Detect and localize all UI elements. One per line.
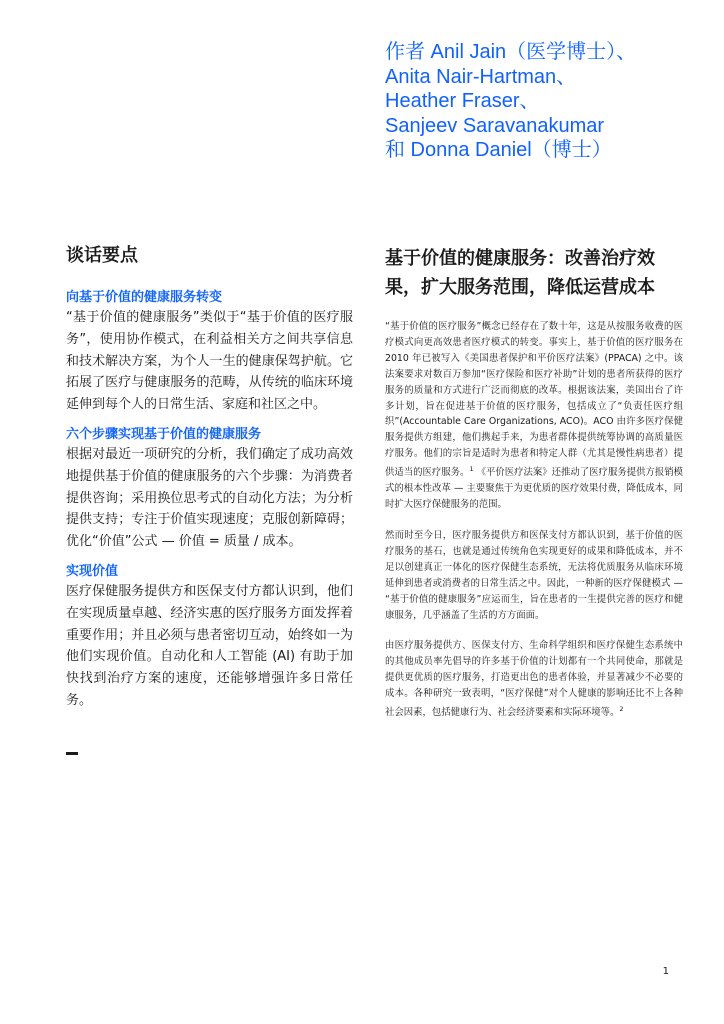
section-heading: 实现价值 — [66, 563, 119, 579]
section-body: “基于价值的健康服务”类似于“基于价值的医疗服务”，使用协作模式，在利益相关方之间共享信息和技术解决方案，为个人一生的健康保驾护航。它拓展了医疗与健康服务的范畴，从传统的临床环境延伸到每个人的日常生活、家庭和社区之中。 — [66, 310, 353, 413]
paragraph-text: 然而时至今日，医疗服务提供方和医保支付方都认识到，基于价值的医疗服务的基石，也就是通过传统角色实现更好的成果和降低成本，并不足以创建真正一体化的医疗保健生态系统，无法将优质服务从临床环境延伸到患者或消费者的日常生活之中。因此，一种新的医疗保健模式 — “基于价值的健康服务”应运而生，旨在患者的一生提供完善的医疗和健康服务，几乎涵盖了生活的方方面面。 — [385, 530, 683, 621]
article-title: 基于价值的健康服务：改善治疗效果，扩大服务范围，降低运营成本 — [385, 248, 655, 298]
section-heading: 向基于价值的健康服务转变 — [66, 290, 223, 305]
author-line: 和 Donna Daniel（博士） — [385, 139, 612, 161]
section-end-dash — [66, 752, 78, 755]
section-body: 根据对最近一项研究的分析，我们确定了成功高效地提供基于价值的健康服务的六个步骤：为消费者提供咨询；采用换位思考式的自动化方法；为分析提供支持；专注于价值实现速度；克服创新障碍；优化“价值”公式 — 价值 = 质量 / 成本。 — [66, 446, 353, 550]
paragraph-text: 《平价医疗法案》还推动了医疗服务提供方报销模式的根本性改革 — 主要聚焦于为更优质的医疗效果付费，降低成本，同时扩大医疗保健服务的范围。 — [385, 467, 683, 511]
paragraph-text: 由医疗服务提供方、医保支付方、生命科学组织和医疗保健生态系统中的其他成员率先倡导的许多基于价值的计划都有一个共同使命，那就是提供更优质的医疗服务，打造更出色的患者体验，并显著减少不必要的成本。各种研究一致表明，“医疗保健”对个人健康的影响还比不上各种社会因素，包括健康行为、社会经济要素和实际环境等。 — [385, 640, 683, 719]
author-line: Heather Fraser、 — [385, 90, 540, 112]
author-list — [385, 40, 705, 163]
page-number: 1 — [662, 966, 669, 977]
section-body: 医疗保健服务提供方和医保支付方都认识到，他们在实现质量卓越、经济实惠的医疗服务方面发挥着重要作用；并且必须与患者密切互动，始终如一为他们实现价值。自动化和人工智能 (AI) 有助于加快找到治疗方案的速度，还能够增强许多日常任务。 — [66, 583, 353, 708]
article-paragraph — [385, 528, 683, 623]
author-line: Anita Nair-Hartman、 — [385, 65, 577, 88]
talking-points-title: 谈话要点 — [66, 245, 138, 266]
paragraph-text: “基于价值的医疗服务”概念已经存在了数十年，这是从按服务收费的医疗模式向更高效患者医疗模式的转变。事实上，基于价值的医疗服务在 2010 年已被写入《美国患者保护和平价医疗法案》(PPACA) 之中。该法案要求对数百万参加“医疗保险和医疗补助”计划的患者所获得的医疗服务的质量和方式进行广泛而彻底的改革。根据该法案，美国出台了许多计划，旨在促进基于价值的医疗服务，包括成立了“负责任医疗组织”(Accountable Care Organizations, ACO)。ACO 由许多医疗保健服务提供方组建，他们携起手来，为患者群体提供统筹协调的高质量医疗服务。他们的宗旨是适时为患者和特定人群（尤其是慢性病患者）提供适当的医疗服务。 — [385, 321, 683, 479]
article-paragraph — [385, 319, 683, 513]
article-column — [385, 244, 683, 736]
footnote-ref: 1 — [469, 465, 474, 474]
author-line: 作者 Anil Jain（医学博士）、 — [385, 41, 637, 63]
talking-points-column — [66, 243, 353, 722]
section-heading: 六个步骤实现基于价值的健康服务 — [66, 426, 262, 442]
article-paragraph — [385, 638, 683, 721]
author-line: Sanjeev Saravanakumar — [385, 114, 605, 137]
footnote-ref: 2 — [619, 705, 624, 714]
